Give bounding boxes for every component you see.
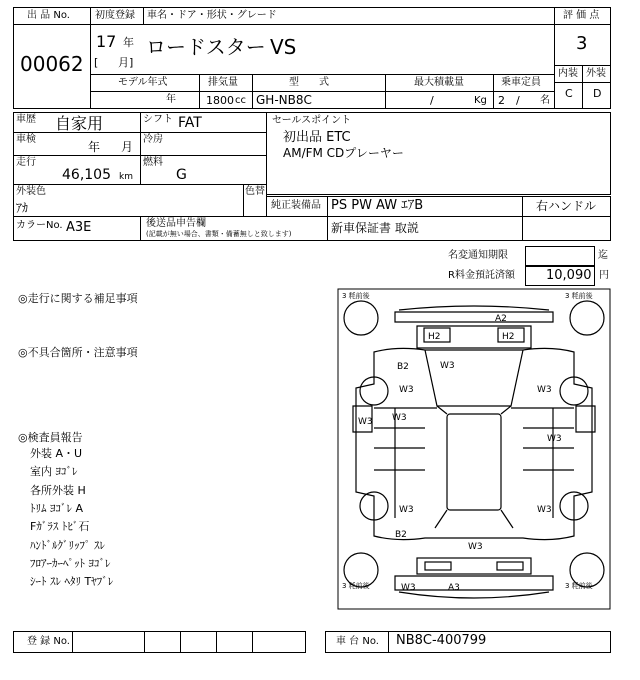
car-name: ロードスター xyxy=(146,35,266,59)
mark-w3-r2: W3 xyxy=(537,505,552,515)
max-load-unit: Kg xyxy=(474,95,487,106)
interior-label: 内装 xyxy=(558,68,578,79)
cabin xyxy=(447,414,501,510)
mark-w3-rf: W3 xyxy=(537,385,552,395)
month-open: [ xyxy=(94,56,99,69)
mark-w3-lf: W3 xyxy=(399,385,414,395)
mark-h2-right: H2 xyxy=(502,332,515,342)
chassis-no: NB8C-400799 xyxy=(396,633,487,648)
warranty: 新車保証書 取説 xyxy=(331,221,419,235)
post-report-label: 後送品申告欄 xyxy=(146,218,206,229)
exterior-label: 外装 xyxy=(586,68,606,79)
sales-point-1: 初出品 ETC xyxy=(283,130,351,145)
displacement-label: 排気量 xyxy=(208,77,238,88)
mark-a2: A2 xyxy=(495,314,507,324)
report-line: ﾄﾘﾑ ﾖｺﾞﾚ A xyxy=(30,502,84,515)
mileage-label: 走行 xyxy=(16,157,36,168)
inspector-report-label: ◎検査員報告 xyxy=(18,431,83,444)
mark-w3-rear: W3 xyxy=(468,542,483,552)
report-line: 各所外装 H xyxy=(30,484,86,497)
mark-a3: A3 xyxy=(448,583,460,593)
reg-no-label: 登 録 No. xyxy=(27,636,70,647)
model-year-label: モデル年式 xyxy=(118,77,168,88)
tire-front-left xyxy=(344,301,378,335)
rear-bumper xyxy=(395,576,553,590)
mileage: 46,105 xyxy=(62,167,111,183)
ext-color: ｱｶ xyxy=(16,201,29,215)
report-line: ﾊﾝﾄﾞﾙｸﾞﾘｯﾌﾟ ｽﾚ xyxy=(30,539,105,552)
tire-front-right xyxy=(570,301,604,335)
tire-tag-rr: 3 粍前後 xyxy=(565,582,593,590)
mark-w3-l2: W3 xyxy=(392,413,407,423)
mark-h2-left: H2 xyxy=(428,332,441,342)
recycle-label: R料金預託済額 xyxy=(448,270,515,281)
history-label: 車歴 xyxy=(16,114,36,125)
name-change-label: 名変通知期限 xyxy=(448,250,508,261)
mark-w3-r1: W3 xyxy=(547,434,562,444)
model-year-unit: 年 xyxy=(166,94,176,105)
damage-marks xyxy=(358,314,562,593)
history: 自家用 xyxy=(55,114,104,133)
inspection-month: 月 xyxy=(121,140,134,154)
tire-tag-fr: 3 粍前後 xyxy=(565,292,593,300)
displacement-unit: cc xyxy=(235,95,246,106)
capacity-label: 乗車定員 xyxy=(501,77,541,88)
report-line: ｼｰﾄ ｽﾚ ﾍﾀﾘ Tﾔﾌﾞﾚ xyxy=(30,575,114,588)
report-line: ﾌﾛｱｰｶｰﾍﾟｯﾄ ﾖｺﾞﾚ xyxy=(30,557,111,570)
max-load-sep: / xyxy=(430,94,434,107)
handle-side: 右ハンドル xyxy=(536,199,597,213)
first-reg-year: 17 xyxy=(96,32,117,51)
mileage-unit: km xyxy=(119,172,133,182)
grade: VS xyxy=(270,35,297,59)
type-label: 型 式 xyxy=(289,77,329,88)
max-load-label: 最大積載量 xyxy=(414,77,464,88)
capacity: 2 xyxy=(498,94,505,107)
driving-remarks-label: ◎走行に関する補足事項 xyxy=(18,292,138,305)
front-bumper xyxy=(395,312,553,322)
name-change-unit: 迄 xyxy=(598,250,608,261)
color-change-label: 色替 xyxy=(245,186,265,197)
fuel-label: 燃料 xyxy=(143,157,163,168)
shift: FAT xyxy=(178,115,202,131)
fuel: G xyxy=(176,167,187,183)
capacity-unit: 名 xyxy=(540,95,550,106)
ac-label: 冷房 xyxy=(143,134,163,145)
sales-point-label: セールスポイント xyxy=(272,115,352,126)
equipment: PS PW AW ｴｱB xyxy=(331,198,424,213)
name-change-box xyxy=(525,246,595,266)
interior-grade: C xyxy=(565,87,573,100)
inspection-label: 車検 xyxy=(16,134,36,145)
mark-w3-l1: W3 xyxy=(358,417,373,427)
tire-tag-rl: 3 粍前後 xyxy=(342,582,370,590)
displacement: 1800 xyxy=(206,94,234,107)
mark-w3-bumper: W3 xyxy=(401,583,416,593)
post-report-note: (記載が無い場合、書類・備蓄無しと致します) xyxy=(146,230,292,238)
body-outline xyxy=(356,348,592,539)
equipment-label: 純正装備品 xyxy=(271,200,321,211)
chassis-label: 車 台 No. xyxy=(336,636,379,647)
tire-tag-fl: 3 粍前後 xyxy=(342,292,370,300)
year-unit: 年 xyxy=(123,36,134,49)
report-line: Fｶﾞﾗｽ ﾄﾋﾞ石 xyxy=(30,520,90,533)
model-type: GH-NB8C xyxy=(256,93,312,107)
inspection-year: 年 xyxy=(88,140,101,154)
score: 3 xyxy=(576,33,588,54)
car-name-label: 車名・ドア・形状・グレード xyxy=(147,10,277,21)
mark-b2-rear: B2 xyxy=(395,530,407,540)
recycle-amount: 10,090 xyxy=(546,268,592,283)
report-line: 外装 A・U xyxy=(30,447,83,460)
shift-label: シフト xyxy=(143,114,173,125)
car-damage-diagram xyxy=(337,288,611,610)
month-unit: 月] xyxy=(118,56,134,69)
report-line: 室内 ﾖｺﾞﾚ xyxy=(30,465,78,478)
color-no-label: カラーNo. xyxy=(16,220,63,231)
first-reg-label: 初度登録 xyxy=(95,10,135,21)
exterior-grade: D xyxy=(593,87,602,100)
lot-no: 00062 xyxy=(20,52,84,76)
mark-b2-front: B2 xyxy=(397,362,409,372)
ext-color-box xyxy=(13,184,267,217)
mark-w3-l3: W3 xyxy=(399,505,414,515)
rear-lights xyxy=(417,558,531,574)
defect-remarks-label: ◎不具合箇所・注意事項 xyxy=(18,346,138,359)
color-no: A3E xyxy=(66,220,92,235)
mark-w3-roof: W3 xyxy=(440,361,455,371)
capacity-sep: / xyxy=(516,94,520,107)
sales-point-2: AM/FM CDプレーヤー xyxy=(283,146,404,160)
ext-color-label: 外装色 xyxy=(16,186,46,197)
score-label: 評 価 点 xyxy=(563,10,600,21)
recycle-unit: 円 xyxy=(599,270,609,281)
lot-no-label: 出 品 No. xyxy=(27,10,70,21)
